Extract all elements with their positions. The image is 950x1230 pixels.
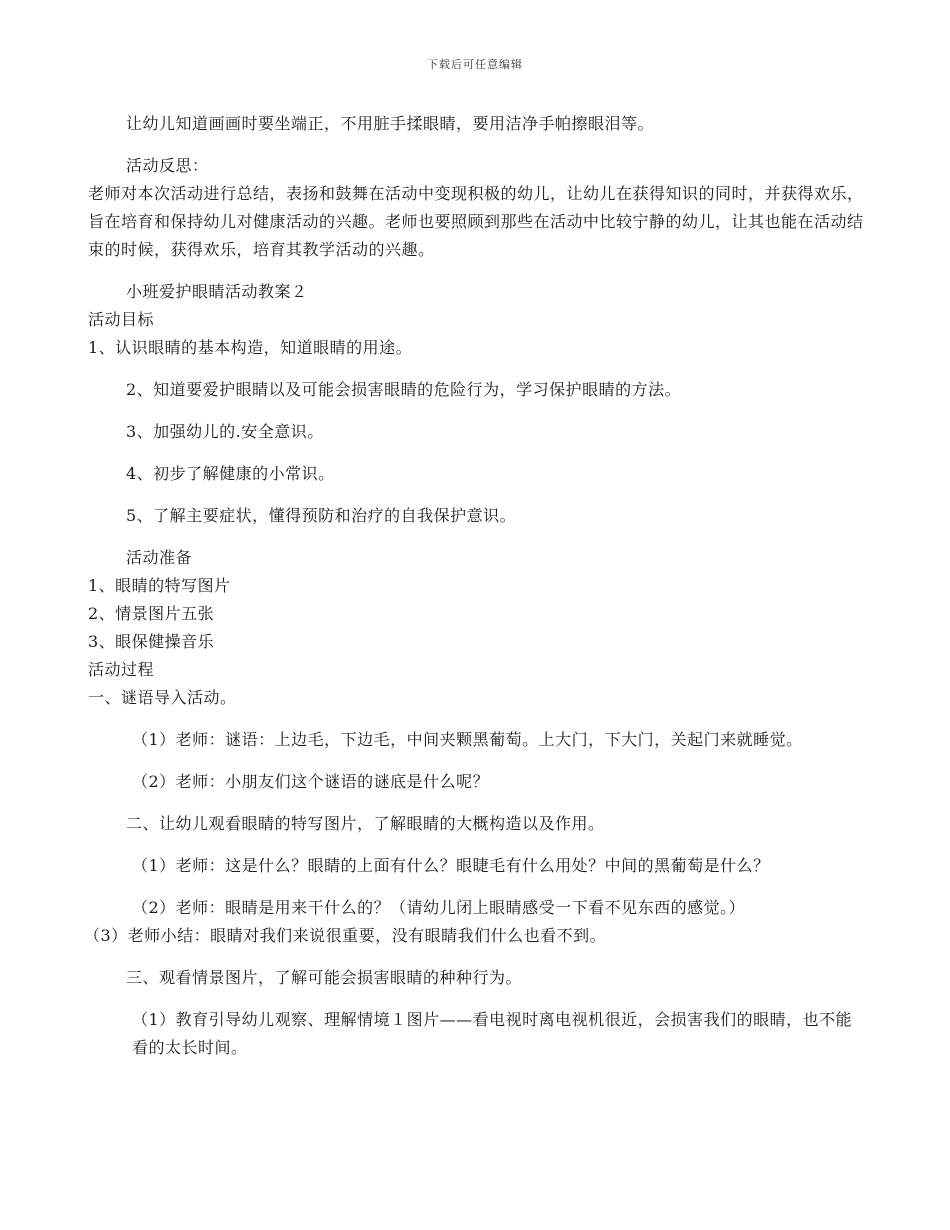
- page-header: 下载后可任意编辑: [427, 58, 523, 71]
- process-step-3: 三、观看情景图片，了解可能会损害眼睛的种种行为。: [126, 968, 523, 987]
- goal-item-1: 1、认识眼睛的基本构造，知道眼睛的用途。: [88, 338, 413, 357]
- process-step-1: 一、谜语导入活动。: [88, 688, 237, 707]
- heading-activity-preparation: 活动准备: [126, 548, 193, 567]
- prep-item-1: 1、眼睛的特写图片: [88, 576, 231, 595]
- paragraph-drawing-posture: 让幼儿知道画画时要坐端正，不用脏手揉眼睛，要用洁净手帕擦眼泪等。: [126, 114, 655, 133]
- process-eye-use: （2）老师：眼睛是用来干什么的？（请幼儿闭上眼睛感受一下看不见东西的感觉。）: [132, 898, 746, 917]
- goal-item-3: 3、加强幼儿的.安全意识。: [126, 422, 324, 441]
- process-scene-1: （1）教育引导幼儿观察、理解情境１图片——看电视时离电视机很近，会损害我们的眼睛，也不能看的太长时间。: [132, 1010, 853, 1057]
- process-riddle: （1）老师：谜语：上边毛，下边毛，中间夹颗黑葡萄。上大门，下大门，关起门来就睡觉。: [132, 730, 803, 749]
- document-body: [84, 110, 868, 1062]
- paragraph-reflection: 老师对本次活动进行总结，表扬和鼓舞在活动中变现积极的幼儿，让幼儿在获得知识的同时，并获得欢乐，旨在培育和保持幼儿对健康活动的兴趣。老师也要照顾到那些在活动中比较宁静的幼儿，让其也能在活动结束的时候，获得欢乐，培育其教学活动的兴趣。: [88, 184, 864, 259]
- process-teacher-summary: （3）老师小结：眼睛对我们来说很重要，没有眼睛我们什么也看不到。: [84, 926, 607, 945]
- heading-lesson-plan-2: 小班爱护眼睛活动教案２: [126, 282, 308, 301]
- goal-item-4: 4、初步了解健康的小常识。: [126, 464, 335, 483]
- heading-activity-reflection: 活动反思：: [126, 156, 209, 175]
- heading-activity-goals: 活动目标: [88, 310, 155, 329]
- prep-item-3: 3、眼保健操音乐: [88, 632, 215, 651]
- goal-item-2: 2、知道要爱护眼睛以及可能会损害眼睛的危险行为，学习保护眼睛的方法。: [126, 380, 682, 399]
- goal-item-5: 5、了解主要症状，懂得预防和治疗的自我保护意识。: [126, 506, 517, 525]
- process-eye-questions: （1）老师：这是什么？眼睛的上面有什么？眼睫毛有什么用处？中间的黑葡萄是什么？: [132, 856, 770, 875]
- prep-item-2: 2、情景图片五张: [88, 604, 215, 623]
- process-riddle-question: （2）老师：小朋友们这个谜语的谜底是什么呢？: [132, 772, 490, 791]
- heading-activity-process: 活动过程: [88, 660, 155, 679]
- process-step-2: 二、让幼儿观看眼睛的特写图片，了解眼睛的大概构造以及作用。: [126, 814, 605, 833]
